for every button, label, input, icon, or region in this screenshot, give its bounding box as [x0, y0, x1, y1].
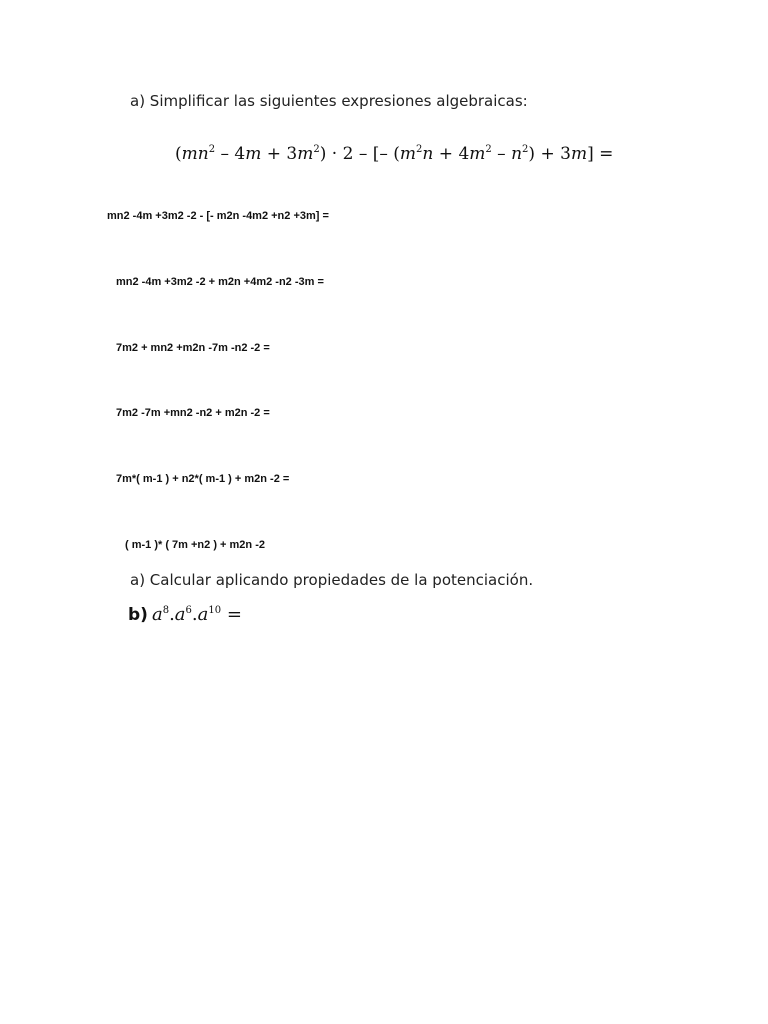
power-variable: a	[197, 604, 209, 625]
solution-step-5: 7m*( m-1 ) + n2*( m-1 ) + m2n -2 =	[116, 473, 290, 485]
expr-variable: m	[399, 144, 417, 164]
expr-symbol: ·	[326, 144, 343, 164]
power-exponent: 8	[162, 605, 170, 616]
expr-exponent: 2	[522, 144, 529, 155]
expr-symbol: –	[491, 144, 512, 164]
exercise-heading-simplify: a) Simplificar las siguientes expresiones algebraicas:	[130, 92, 528, 110]
expr-symbol: +	[535, 144, 561, 164]
solution-step-1: mn2 -4m +3m2 -2 - [- m2n -4m2 +n2 +3m] =	[107, 210, 329, 222]
power-variable: a	[174, 604, 186, 625]
power-expression-b	[128, 604, 242, 625]
expr-variable: m	[469, 144, 486, 164]
expr-symbol: )	[319, 144, 327, 164]
solution-step-6: ( m-1 )* ( 7m +n2 ) + m2n -2	[125, 539, 265, 551]
expr-exponent: 2	[416, 144, 423, 155]
expr-symbol: 3	[560, 144, 571, 164]
expr-symbol: 4	[458, 144, 470, 164]
expr-symbol: (	[393, 144, 400, 164]
expr-symbol: – [–	[353, 144, 394, 164]
expr-variable: n	[511, 144, 523, 164]
algebraic-expression	[175, 144, 613, 164]
expr-symbol: (	[175, 144, 182, 164]
power-exponent: 6	[185, 605, 192, 616]
expr-symbol: 4	[234, 144, 246, 164]
power-exponent: 10	[208, 605, 222, 616]
solution-step-4: 7m2 -7m +mn2 -n2 + m2n -2 =	[116, 407, 270, 419]
expr-variable: m	[297, 144, 314, 164]
power-product	[152, 604, 242, 625]
expr-variable: m	[570, 144, 588, 164]
expr-symbol: 3	[286, 144, 298, 164]
expr-symbol: –	[215, 144, 235, 164]
expr-variable: mn	[181, 144, 209, 164]
power-symbol: .	[169, 604, 175, 625]
exercise-heading-powers: a) Calcular aplicando propiedades de la potenciación.	[130, 571, 534, 589]
expr-symbol: ] =	[587, 144, 614, 164]
power-variable: a	[151, 604, 163, 625]
item-b-label: b)	[128, 605, 148, 625]
expr-variable: m	[245, 144, 262, 164]
solution-step-3: 7m2 + mn2 +m2n -7m -n2 -2 =	[116, 342, 270, 354]
expr-symbol: +	[261, 144, 287, 164]
power-symbol: .	[191, 604, 198, 625]
expr-symbol: 2	[342, 144, 354, 164]
expr-exponent: 2	[313, 144, 320, 155]
expr-variable: n	[422, 144, 434, 164]
power-symbol: =	[221, 604, 242, 625]
expr-exponent: 2	[485, 144, 492, 155]
expr-exponent: 2	[208, 144, 216, 155]
solution-step-2: mn2 -4m +3m2 -2 + m2n +4m2 -n2 -3m =	[116, 276, 324, 288]
expr-symbol: )	[528, 144, 536, 164]
expr-symbol: +	[433, 144, 459, 164]
